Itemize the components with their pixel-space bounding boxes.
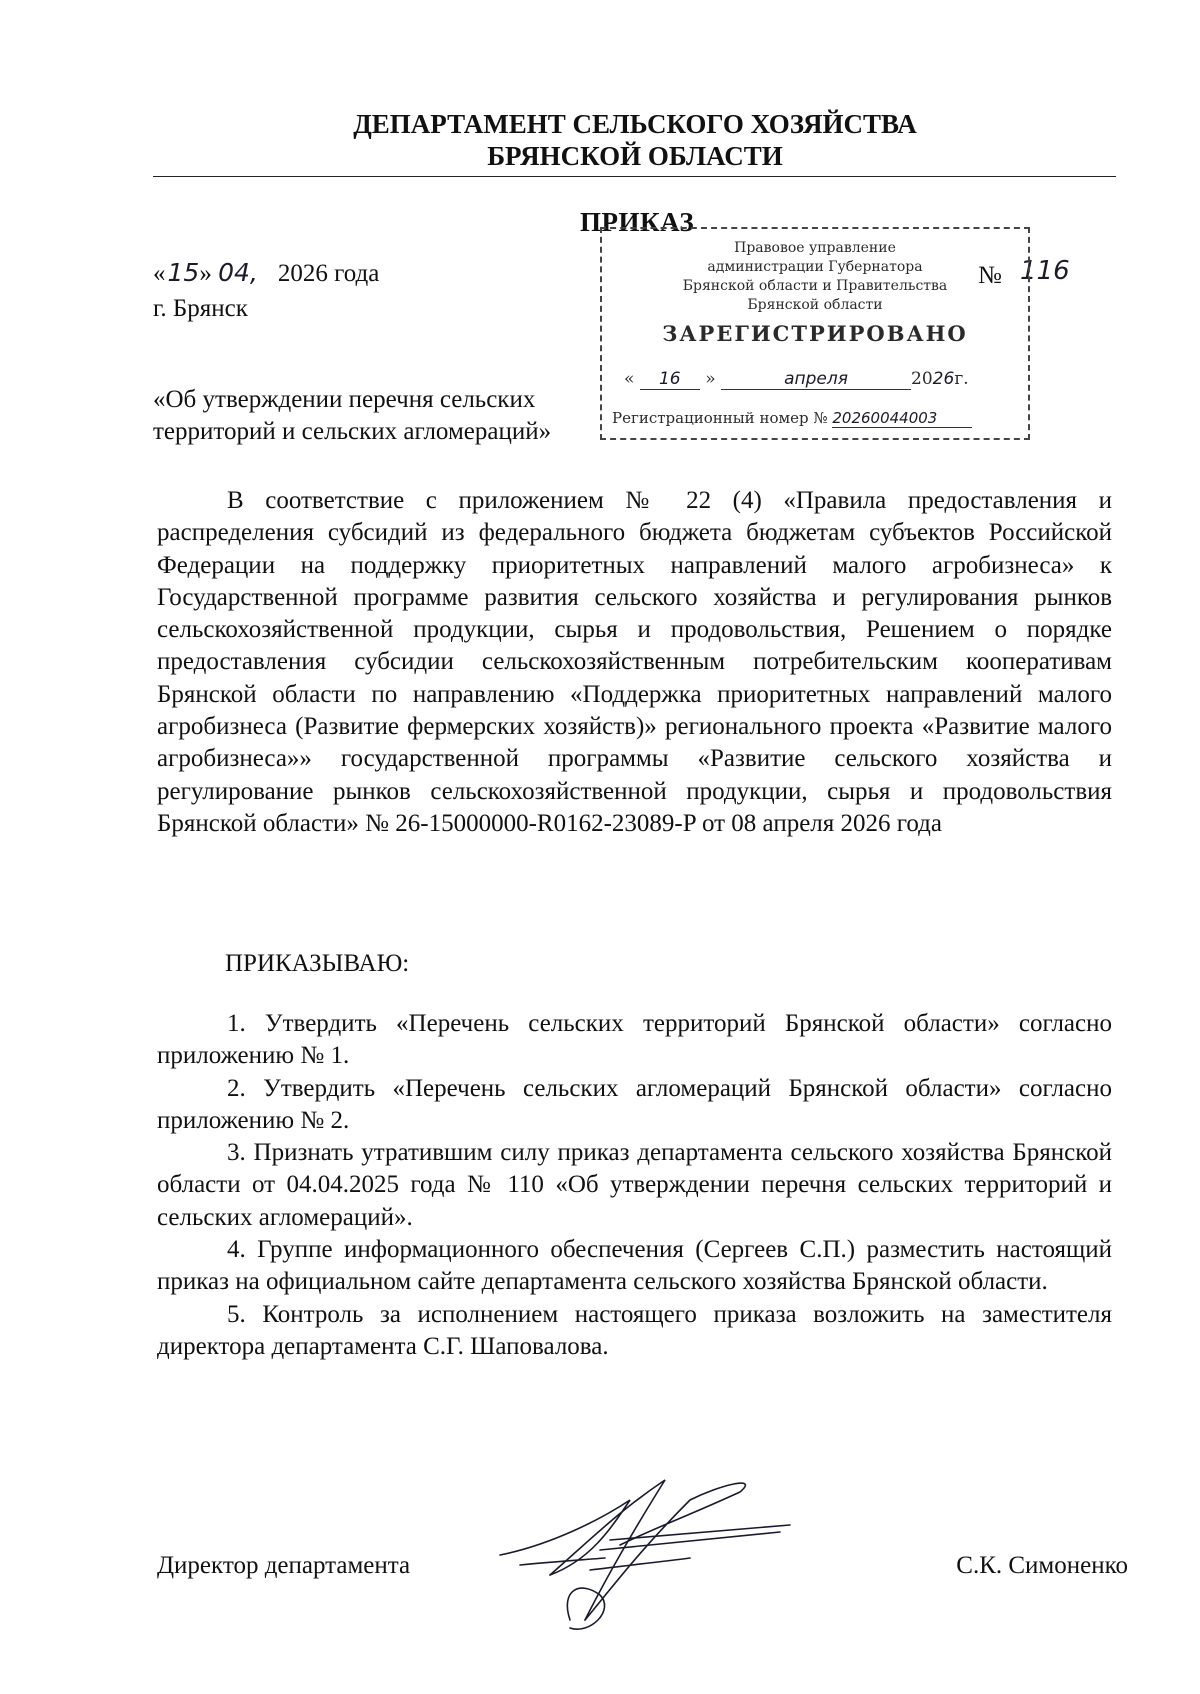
- date-close-quote: »: [199, 260, 212, 287]
- stamp-line-3: Брянской области и Правительства: [682, 278, 948, 294]
- stamp-regno-value: 20260044003: [832, 409, 972, 428]
- stamp-year-prefix: 20: [911, 369, 933, 389]
- stamp-line-1: Правовое управление: [734, 240, 896, 256]
- header-line-1: ДЕПАРТАМЕНТ СЕЛЬСКОГО ХОЗЯЙСТВА: [353, 109, 917, 139]
- stamp-registered: ЗАРЕГИСТРИРОВАНО: [662, 321, 968, 346]
- order-items: [157, 1008, 1112, 1363]
- document-title: ПРИКАЗ: [580, 207, 695, 237]
- order-date: [153, 258, 379, 288]
- order-item-2: 2. Утвердить «Перечень сельских агломераций Брянской области» согласно приложению № 2.: [157, 1074, 1112, 1134]
- preamble-paragraph: В соответствие с приложением № 22 (4) «Правила предоставления и распределения субсидий из федерального бюджета бюджетам субъектов Российской Федерации на поддержку приоритетных направлений малого агробизнеса» к Государственной программе развития сельского хозяйства и регулирования рынков сельскохозяйственной продукции, сырья и продовольствия, Решением о порядке предоставления субсидии сельскохозяйственным потребительским кооперативам Брянской области по направлению «Поддержка приоритетных направлений малого агробизнеса (Развитие фермерских хозяйств)» регионального проекта «Развитие малого агробизнеса»» государственной программы «Развитие сельского хозяйства и регулирование рынков сельскохозяйственной продукции, сырья и продовольствия Брянской области» № 26-15000000-R0162-23089-P от 08 апреля 2026 года: [157, 487, 1112, 837]
- date-day: 15: [167, 258, 200, 287]
- stamp-date-open: «: [624, 369, 635, 389]
- stamp-regno-label: Регистрационный номер №: [612, 409, 828, 427]
- order-word: ПРИКАЗЫВАЮ:: [225, 950, 410, 977]
- stamp-year-g: г.: [954, 369, 969, 389]
- date-open-quote: «: [153, 260, 166, 287]
- order-subject: «Об утверждении перечня сельских территорий и сельских агломераций»: [153, 386, 552, 445]
- order-item-5: 5. Контроль за исполнением настоящего приказа возложить на заместителя директора департамента С.Г. Шаповалова.: [157, 1300, 1112, 1360]
- stamp-regno: [612, 409, 972, 428]
- number-label: №: [978, 262, 1002, 289]
- date-month: 04,: [218, 258, 258, 287]
- order-item-1: 1. Утвердить «Перечень сельских территорий Брянской области» согласно приложению № 1.: [157, 1010, 1112, 1070]
- department-header: [155, 108, 1115, 172]
- stamp-year-suffix: 26: [932, 369, 955, 389]
- handwritten-signature: [490, 1470, 800, 1640]
- order-number: 116: [1020, 256, 1070, 286]
- header-line-2: БРЯНСКОЙ ОБЛАСТИ: [487, 141, 783, 171]
- signatory-name: С.К. Симоненко: [956, 1552, 1128, 1579]
- signatory-position: Директор департамента: [157, 1552, 411, 1579]
- stamp-date-day: 16: [640, 369, 700, 390]
- date-year: 2026 года: [277, 260, 380, 287]
- registration-stamp: [600, 227, 1030, 440]
- stamp-line-2: администрации Губернатора: [707, 259, 923, 275]
- order-item-3: 3. Признать утратившим силу приказ департамента сельского хозяйства Брянской области от 04.04.2025 года № 110 «Об утверждении перечня сельских территорий и сельских агломераций».: [157, 1139, 1112, 1231]
- city: г. Брянск: [153, 295, 248, 322]
- stamp-line-4: Брянской области: [747, 297, 883, 313]
- header-divider: [153, 176, 1116, 177]
- stamp-date-month: апреля: [721, 369, 911, 390]
- stamp-date-close: »: [705, 369, 716, 389]
- order-item-4: 4. Группе информационного обеспечения (Сергеев С.П.) разместить настоящий приказ на официальном сайте департамента сельского хозяйства Брянской области.: [157, 1236, 1112, 1296]
- stamp-date: [624, 369, 969, 390]
